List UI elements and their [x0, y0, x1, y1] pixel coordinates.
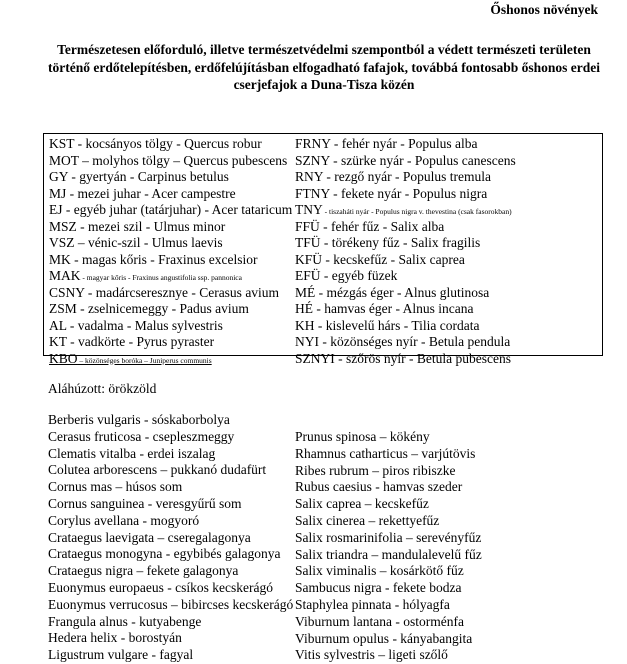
tree-species-item [295, 252, 516, 269]
species-names: - vadalma - Malus sylvestris [66, 317, 223, 333]
species-names: - szőrös nyír - Betula pubescens [334, 350, 511, 366]
shrub-species-item: Cerasus fruticosa - csepleszmeggy [48, 428, 235, 444]
shrub-species-item: Ribes rubrum – piros ribiszke [295, 462, 456, 478]
species-names: - madárcseresznye - Cerasus avium [84, 284, 280, 300]
shrub-species-item: Ligustrum vulgare - fagyal [48, 647, 194, 663]
species-names: - hamvas éger - Alnus incana [313, 301, 474, 316]
shrub-species-item: Cornus mas – húsos som [48, 479, 183, 495]
species-code: MSZ [49, 218, 77, 234]
shrub-species-item: Sambucus nigra - fekete bodza [295, 580, 462, 596]
species-names: - magyar kőris - Fraxinus angustifolia ssp. pannonica [80, 273, 242, 282]
shrub-species-item: Staphylea pinnata - hólyagfa [295, 596, 450, 612]
species-code: GY [49, 169, 68, 184]
species-code: RNY [295, 169, 324, 184]
species-code: HÉ [295, 301, 313, 316]
species-code: VSZ [49, 235, 75, 250]
page-header-title: Őshonos növények [490, 2, 598, 17]
shrub-species-item: Cornus sanguinea - veresgyűrű som [48, 495, 242, 511]
species-code: TNY [295, 202, 323, 217]
tree-species-item [295, 318, 516, 335]
species-code: MÉ [295, 284, 316, 300]
tree-species-item [49, 334, 292, 351]
tree-species-item [49, 153, 292, 170]
shrub-species-item: Salix caprea – kecskefűz [295, 496, 429, 512]
species-names: - zselnicemeggy - Padus avium [76, 301, 249, 316]
tree-species-item [295, 351, 516, 368]
species-names: - szürke nyár - Populus canescens [329, 152, 516, 168]
species-names: – molyhos tölgy – Quercus pubescens [78, 152, 288, 168]
tree-species-item [295, 334, 516, 351]
species-code: FRNY [295, 136, 331, 151]
shrub-species-item: Prunus spinosa – kökény [295, 429, 430, 444]
shrub-species-item: Corylus avellana - mogyoró [48, 512, 200, 528]
tree-species-item [295, 235, 516, 252]
tree-species-item [295, 219, 516, 236]
shrub-species-item: Salix rosmarinifolia – serevényfűz [295, 529, 482, 545]
shrub-species-item: Euonymus verrucosus – bibircses kecskerágó [48, 596, 294, 612]
shrub-species-item: Berberis vulgaris - sóskaborbolya [48, 412, 230, 427]
tree-list-left [49, 136, 292, 367]
tree-species-item [295, 285, 516, 302]
species-code: NYI [295, 334, 319, 349]
species-names: – vénic-szil - Ulmus laevis [74, 235, 223, 250]
species-code: KFÜ [295, 251, 323, 267]
tree-species-item [295, 169, 516, 186]
species-code: ZSM [49, 301, 77, 316]
tree-species-item [49, 268, 292, 285]
tree-species-item [49, 252, 292, 269]
shrub-species-item: Salix triandra – mandulalevelű fűz [295, 546, 482, 562]
shrub-species-item: Frangula alnus - kutyabenge [48, 613, 202, 629]
shrub-species-item: Vitis sylvestris – ligeti szőlő [295, 647, 448, 663]
tree-species-item [49, 186, 292, 203]
species-code: AL [49, 317, 67, 333]
shrub-species-item: Clematis vitalba - erdei iszalag [48, 445, 216, 461]
tree-species-item [49, 318, 292, 335]
species-code: KST [49, 136, 75, 151]
document-title [40, 41, 608, 94]
species-names: - egyéb füzek [320, 268, 398, 283]
tree-species-box [43, 133, 603, 366]
shrub-species-item: Viburnum opulus - kányabangita [295, 630, 473, 646]
shrub-species-item: Rhamnus catharticus – varjútövis [295, 445, 476, 461]
species-code: SZNY [295, 152, 330, 168]
species-names: - fekete nyár - Populus nigra [329, 185, 488, 201]
species-names: - mézgás éger - Alnus glutinosa [315, 284, 490, 300]
shrub-species-item: Crataegus monogyna - egybibés galagonya [48, 546, 281, 562]
species-names: - kocsányos tölgy - Quercus robur [74, 136, 262, 151]
species-names: – közönséges boróka – Juniperus communis [77, 355, 212, 365]
species-names: - közönséges nyír - Betula pendula [319, 334, 511, 349]
tree-species-item [295, 186, 516, 203]
tree-species-item [49, 202, 292, 219]
species-names: - magas kőris - Fraxinus excelsior [70, 251, 258, 267]
shrub-species-item: Salix viminalis – kosárkötő fűz [295, 563, 464, 579]
shrub-list-right [295, 429, 482, 664]
tree-species-item [49, 301, 292, 318]
shrub-species-item: Salix cinerea – rekettyefűz [295, 512, 440, 528]
tree-species-item [295, 153, 516, 170]
species-names: - kislevelű hárs - Tilia cordata [314, 317, 480, 333]
tree-species-item [49, 351, 292, 368]
species-code: MJ [49, 185, 67, 201]
species-code: TFÜ [295, 235, 321, 250]
species-code: SZNYI [295, 350, 335, 366]
species-names: - egyéb juhar (tatárjuhar) - Acer tataricum [62, 202, 293, 217]
species-names: - fehér fűz - Salix alba [319, 218, 445, 234]
shrub-species-item: Crataegus laevigata – cseregalagonya [48, 529, 251, 545]
species-names: - mezei szil - Ulmus minor [76, 218, 226, 234]
tree-species-item [49, 285, 292, 302]
tree-list-right [295, 136, 516, 367]
title-line-1: Természetesen előforduló, illetve természetvédelmi szempontból a védett természeti területen [57, 42, 591, 57]
species-names: - mezei juhar - Acer campestre [66, 185, 236, 201]
species-code: EJ [49, 202, 63, 217]
title-line-3: cserjefajok a Duna-Tisza közén [233, 77, 415, 92]
species-code: KBO [49, 350, 78, 366]
species-names: - rezgő nyár - Populus tremula [323, 169, 491, 184]
species-names: - kecskefűz - Salix caprea [322, 251, 465, 267]
shrub-species-item: Crataegus nigra – fekete galagonya [48, 563, 239, 579]
shrub-species-item: Euonymus europaeus - csíkos kecskerágó [48, 579, 273, 595]
species-code: KH [295, 317, 315, 333]
species-names: - vadkörte - Pyrus pyraster [66, 334, 215, 349]
species-code: FTNY [295, 185, 330, 201]
tree-species-item [295, 268, 516, 285]
species-code: KT [49, 334, 67, 349]
tree-species-item [49, 136, 292, 153]
tree-species-item [295, 202, 516, 219]
species-names: - fehér nyár - Populus alba [330, 136, 478, 151]
shrub-species-item: Viburnum lantana - ostorménfa [295, 613, 465, 629]
species-names: - törékeny fűz - Salix fragilis [320, 235, 481, 250]
shrub-species-item: Hedera helix - borostyán [48, 630, 182, 646]
species-names: - gyertyán - Carpinus betulus [68, 169, 229, 184]
shrub-species-item: Colutea arborescens – pukkanó dudafürt [48, 462, 267, 478]
title-line-2: történő erdőtelepítésben, erdőfelújításban elfogadható fafajok, továbbá fontosabb őshonos erdei [48, 59, 600, 75]
species-names: - tiszaháti nyár - Populus nigra v. thevestina (csak fasorokban) [322, 207, 512, 216]
species-code: MAK [49, 268, 81, 283]
shrub-list-left [48, 412, 293, 664]
evergreen-note: Aláhúzott: örökzöld [48, 381, 157, 396]
species-code: MOT [49, 152, 79, 168]
species-code: FFÜ [295, 218, 320, 234]
tree-species-item [295, 301, 516, 318]
tree-species-item [49, 219, 292, 236]
species-code: CSNY [49, 284, 85, 300]
shrub-species-item: Rubus caesius - hamvas szeder [295, 479, 463, 495]
tree-species-item [295, 136, 516, 153]
species-code: EFÜ [295, 268, 321, 283]
tree-species-item [49, 235, 292, 252]
tree-species-item [49, 169, 292, 186]
species-code: MK [49, 251, 71, 267]
